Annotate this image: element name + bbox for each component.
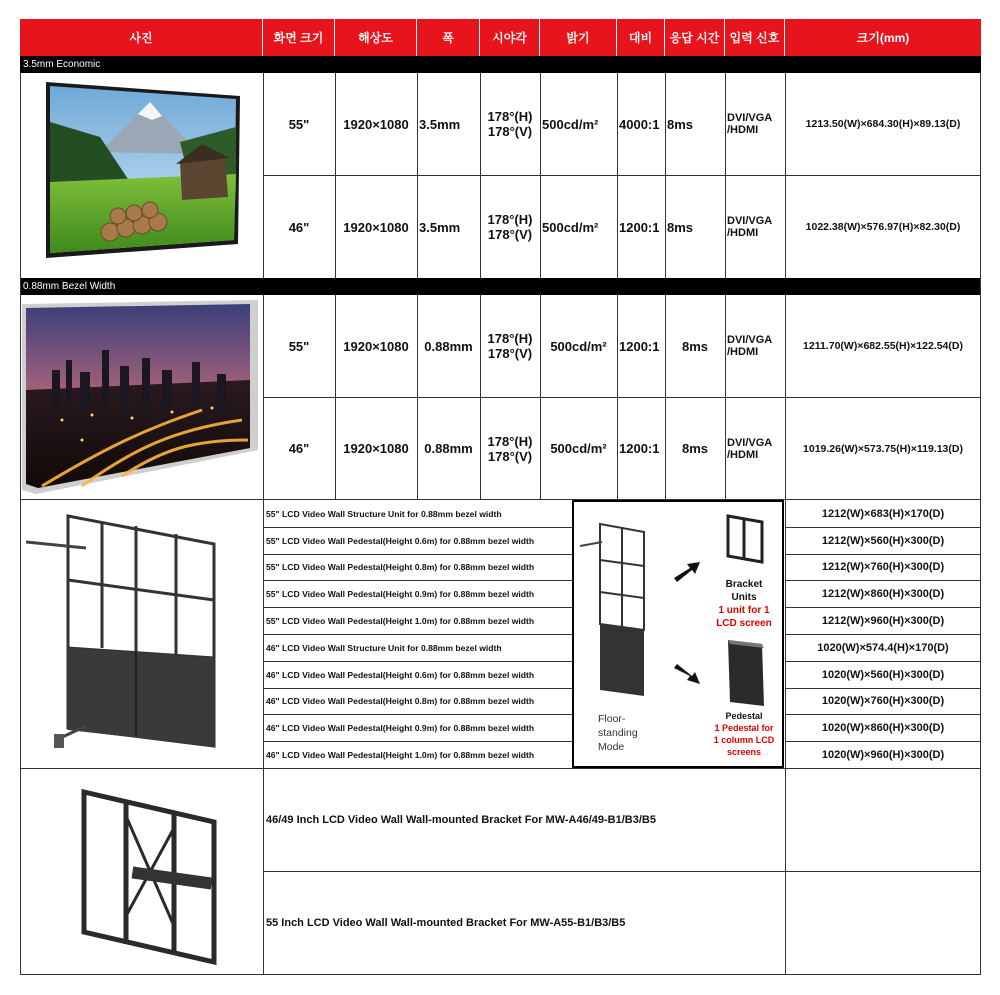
row088-1-input bbox=[725, 295, 785, 397]
row35-1-contrast: 4000:1 bbox=[619, 116, 660, 132]
accessory-name: 46" LCD Video Wall Pedestal(Height 1.0m) for 0.88mm bezel width bbox=[266, 749, 535, 760]
input-line1: DVI/VGA bbox=[727, 334, 773, 346]
row088-2-resolution: 1920×1080 bbox=[343, 441, 409, 456]
accessory-dimensions: 1020(W)×960(H)×300(D) bbox=[821, 748, 945, 761]
angle-v: 178°(V) bbox=[487, 227, 533, 242]
table-border-bottom bbox=[20, 974, 981, 975]
header-bezel: 폭 bbox=[417, 19, 480, 56]
accessory-dimensions: 1212(W)×683(H)×170(D) bbox=[821, 507, 945, 520]
mode-line1: Floor- bbox=[598, 713, 626, 725]
row088-1-brightness: 500cd/m² bbox=[550, 338, 607, 354]
row35-1-resolution: 1920×1080 bbox=[343, 116, 409, 132]
accessory-name: 55" LCD Video Wall Pedestal(Height 1.0m) for 0.88mm bezel width bbox=[266, 615, 535, 626]
row35-1-response: 8ms bbox=[667, 116, 694, 132]
bracket-line1: Bracket bbox=[725, 579, 763, 590]
row088-1-size: 55" bbox=[288, 338, 310, 354]
header-brightness: 밝기 bbox=[540, 19, 617, 56]
row088-2-brightness: 500cd/m² bbox=[550, 441, 607, 456]
bracket-note1: 1 unit for 1 bbox=[718, 605, 770, 616]
mode-line3: Mode bbox=[598, 741, 625, 753]
mode-line2: standing bbox=[598, 727, 638, 739]
row35-1-brightness: 500cd/m² bbox=[542, 116, 599, 132]
header-resolution: 해상도 bbox=[335, 19, 417, 56]
row35-2-dimensions: 1022.38(W)×576.97(H)×82.30(D) bbox=[805, 221, 961, 233]
row088-1-resolution: 1920×1080 bbox=[343, 338, 409, 354]
pedestal-illustration bbox=[724, 638, 768, 708]
input-line1: DVI/VGA bbox=[727, 112, 773, 124]
row35-2-brightness: 500cd/m² bbox=[542, 219, 599, 235]
row35-1-bezel: 3.5mm bbox=[419, 116, 461, 132]
row35-2-response: 8ms bbox=[667, 219, 694, 235]
accessory-dimensions: 1020(W)×560(H)×300(D) bbox=[821, 668, 945, 681]
row088-1-contrast: 1200:1 bbox=[619, 338, 660, 354]
accessory-dimensions: 1020(W)×860(H)×300(D) bbox=[821, 721, 945, 734]
accessory-name: 46" LCD Video Wall Pedestal(Height 0.8m) for 0.88mm bezel width bbox=[266, 696, 535, 706]
input-line1: DVI/VGA bbox=[727, 436, 773, 449]
row35-1-dimensions: 1213.50(W)×684.30(H)×89.13(D) bbox=[805, 118, 961, 130]
pedestal-note3: screens bbox=[726, 747, 762, 757]
bracket-note2: LCD screen bbox=[716, 618, 772, 629]
row088-1-angle bbox=[480, 295, 540, 397]
accessory-dimensions: 1212(W)×960(H)×300(D) bbox=[821, 614, 945, 627]
angle-h: 178°(H) bbox=[487, 212, 533, 227]
bracket-55: 55 Inch LCD Video Wall Wall-mounted Bracket For MW-A55-B1/B3/B5 bbox=[266, 917, 626, 929]
accessory-dimensions: 1212(W)×560(H)×300(D) bbox=[821, 534, 945, 547]
photo-wall-mount-bracket bbox=[74, 786, 224, 966]
row088-1-bezel: 0.88mm bbox=[424, 338, 473, 354]
row088-2-dimensions: 1019.26(W)×573.75(H)×119.13(D) bbox=[803, 442, 963, 455]
input-line2: /HDMI bbox=[727, 346, 759, 358]
row35-2-angle bbox=[480, 176, 540, 278]
accessory-dimensions: 1212(W)×860(H)×300(D) bbox=[821, 587, 945, 600]
bracket-unit-illustration bbox=[724, 512, 766, 564]
mode-label bbox=[598, 712, 658, 754]
bracket-line2: Units bbox=[731, 592, 757, 603]
section-band-088mm: 0.88mm Bezel Width bbox=[20, 278, 981, 295]
row35-2-bezel: 3.5mm bbox=[419, 219, 461, 235]
angle-v: 178°(V) bbox=[487, 448, 533, 464]
section-band-35mm: 3.5mm Economic bbox=[20, 56, 981, 73]
photo-video-wall-structure bbox=[26, 508, 226, 758]
row088-1-dimensions: 1211.70(W)×682.55(H)×122.54(D) bbox=[803, 340, 963, 352]
header-viewing-angle: 시야각 bbox=[480, 19, 540, 56]
pedestal-note2: 1 column LCD bbox=[713, 735, 775, 745]
photo-city-display bbox=[22, 300, 258, 494]
accessory-dimensions: 1212(W)×760(H)×300(D) bbox=[821, 561, 945, 573]
header-screen-size: 화면 크기 bbox=[263, 19, 335, 56]
row088-2-input bbox=[725, 398, 785, 499]
photo-mountain-display bbox=[40, 82, 240, 258]
header-contrast: 대비 bbox=[617, 19, 665, 56]
row35-1-angle bbox=[480, 73, 540, 175]
accessory-name: 55" LCD Video Wall Pedestal(Height 0.9m) for 0.88mm bezel width bbox=[266, 588, 535, 599]
row088-1-response: 8ms bbox=[681, 338, 709, 354]
accessory-name: 46" LCD Video Wall Structure Unit for 0.88mm bezel width bbox=[266, 642, 502, 653]
row35-1-size: 55" bbox=[288, 116, 310, 132]
input-line2: /HDMI bbox=[727, 227, 759, 239]
angle-h: 178°(H) bbox=[487, 109, 533, 124]
angle-h: 178°(H) bbox=[487, 433, 533, 449]
angle-v: 178°(V) bbox=[487, 346, 533, 361]
accessory-name: 55" LCD Video Wall Pedestal(Height 0.8m) for 0.88mm bezel width bbox=[266, 562, 535, 572]
accessory-dimensions: 1020(W)×760(H)×300(D) bbox=[821, 695, 945, 707]
floor-standing-illustration bbox=[578, 520, 648, 700]
arrow-right-up-icon bbox=[674, 560, 700, 582]
header-response-time: 응답 시간 bbox=[665, 19, 725, 56]
table-border-left bbox=[20, 73, 21, 975]
bracket-label bbox=[704, 578, 784, 630]
row35-2-resolution: 1920×1080 bbox=[343, 219, 409, 235]
row35-2-contrast: 1200:1 bbox=[619, 219, 660, 235]
row088-2-size: 46" bbox=[288, 441, 310, 456]
angle-h: 178°(H) bbox=[487, 331, 533, 346]
row35-2-size: 46" bbox=[288, 219, 310, 235]
pedestal-title: Pedestal bbox=[725, 711, 763, 721]
accessory-dimensions: 1020(W)×574.4(H)×170(D) bbox=[817, 641, 949, 654]
accessory-name: 46" LCD Video Wall Pedestal(Height 0.6m) for 0.88mm bezel width bbox=[266, 669, 535, 680]
arrow-right-down-icon bbox=[674, 664, 700, 686]
row088-2-contrast: 1200:1 bbox=[619, 441, 660, 456]
pedestal-note1: 1 Pedestal for bbox=[714, 723, 774, 733]
input-line2: /HDMI bbox=[727, 124, 759, 136]
header-photo: 사진 bbox=[20, 19, 263, 56]
row088-2-response: 8ms bbox=[681, 441, 709, 456]
accessory-name: 55" LCD Video Wall Structure Unit for 0.88mm bezel width bbox=[266, 508, 502, 519]
row088-2-angle bbox=[480, 398, 540, 499]
input-line1: DVI/VGA bbox=[727, 215, 773, 227]
row35-2-input bbox=[725, 176, 785, 278]
input-line2: /HDMI bbox=[727, 448, 759, 461]
row35-1-input bbox=[725, 73, 785, 175]
header-dimensions: 크기(mm) bbox=[785, 19, 981, 56]
header-input-signal: 입력 신호 bbox=[725, 19, 785, 56]
accessory-name: 46" LCD Video Wall Pedestal(Height 0.9m) for 0.88mm bezel width bbox=[266, 722, 535, 733]
accessory-name: 55" LCD Video Wall Pedestal(Height 0.6m) for 0.88mm bezel width bbox=[266, 535, 535, 546]
angle-v: 178°(V) bbox=[487, 124, 533, 139]
pedestal-label bbox=[704, 710, 784, 758]
floor-standing-callout bbox=[572, 500, 784, 768]
row088-2-bezel: 0.88mm bbox=[424, 441, 473, 456]
bracket-46-49: 46/49 Inch LCD Video Wall Wall-mounted Bracket For MW-A46/49-B1/B3/B5 bbox=[266, 814, 656, 826]
